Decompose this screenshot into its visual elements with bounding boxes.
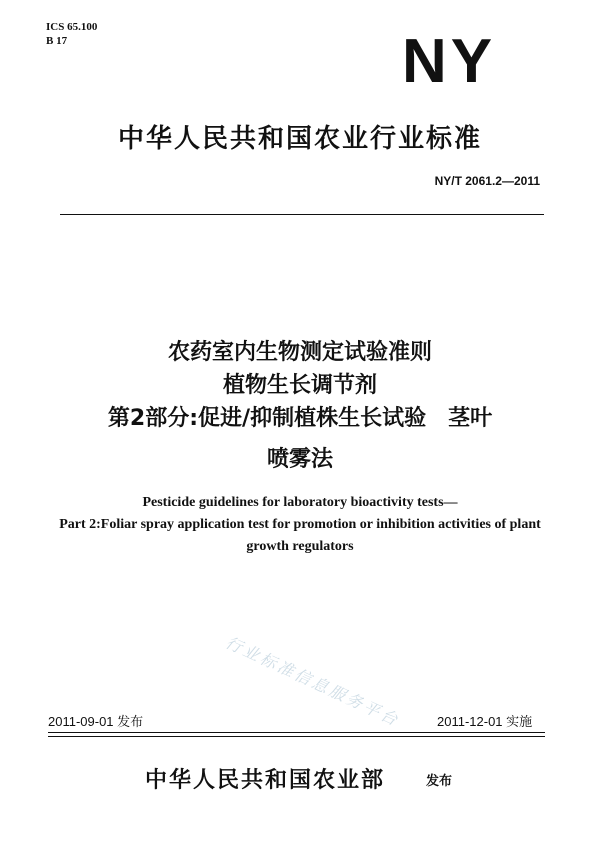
standard-number: NY/T 2061.2—2011 [434,174,540,188]
publisher-name: 中华人民共和国农业部 [145,768,386,793]
ny-logo: NY [402,27,497,96]
implement-date: 2011-12-01 实施 [437,714,533,729]
title-zh-line-2: 植物生长调节剂 [222,373,377,398]
title-zh-line-3: 第2部分:促进/抑制植株生长试验 茎叶 [107,406,493,431]
title-en-line-1: Pesticide guidelines for laboratory bioactivity tests— [142,495,458,510]
ccs-code: B 17 [46,35,68,47]
footer-divider [48,732,545,733]
publisher-suffix: 发布 [426,774,453,789]
title-en-line-3: growth regulators [246,539,354,554]
watermark-stamp: 行业标准信息服务平台 [222,632,403,731]
title-zh-line-1: 农药室内生物测定试验准则 [167,340,432,365]
industry-standard-heading: 中华人民共和国农业行业标准 [117,124,482,154]
ics-code: ICS 65.100 [46,21,98,33]
header-divider [60,214,544,215]
footer-divider-inner [48,736,545,737]
title-en-line-2: Part 2:Foliar spray application test for promotion or inhibition activities of plant [59,517,541,532]
issue-date: 2011-09-01 发布 [48,714,144,729]
title-zh-line-4: 喷雾法 [266,447,333,472]
classification-codes [46,20,97,48]
